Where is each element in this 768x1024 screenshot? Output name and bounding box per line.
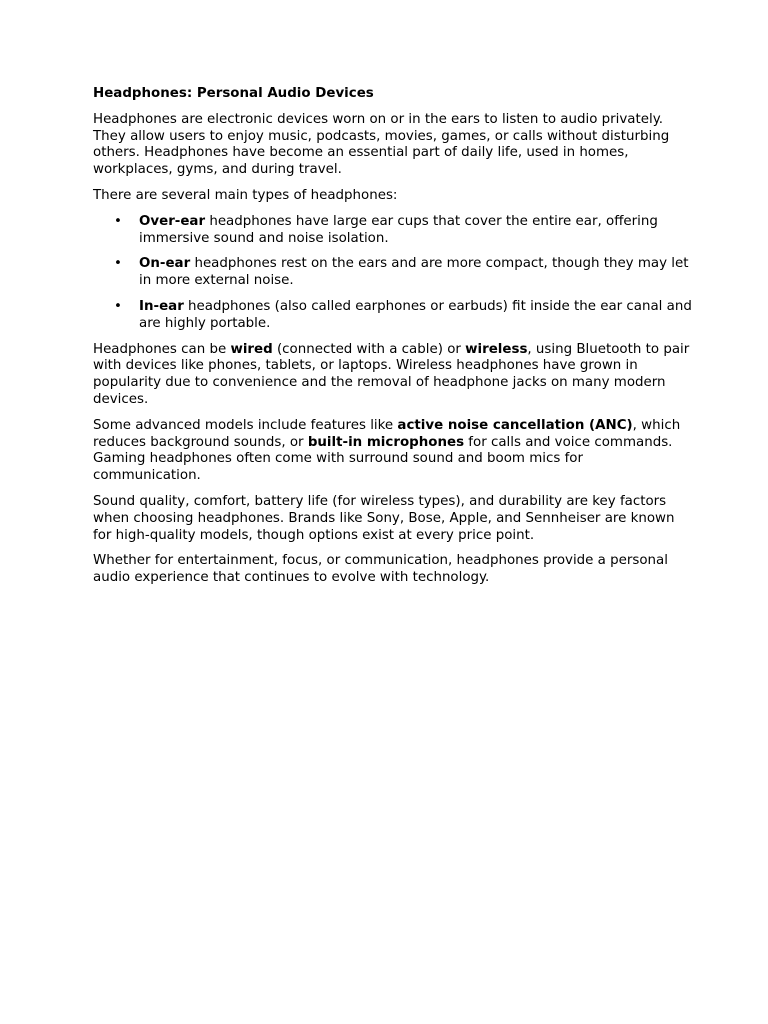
paragraph-text: Some advanced models include features like bbox=[93, 417, 398, 433]
list-item-over-ear bbox=[114, 213, 693, 248]
bullet-icon: • bbox=[114, 256, 122, 272]
list-item-term: In-ear bbox=[139, 298, 184, 314]
intro-paragraph: Headphones are electronic devices worn on or in the ears to listen to audio privately. They allow users to enjoy music, podcasts, movies, games, or calls without disturbing others. Headphones have become an essential part of daily life, used in homes, workplaces, gyms, and during travel. bbox=[93, 111, 670, 178]
bullet-icon: • bbox=[114, 298, 122, 314]
paragraph-bold-term: built-in microphones bbox=[307, 434, 465, 450]
list-item-text: headphones (also called earphones or earbuds) fit inside the ear canal and are highly portable. bbox=[139, 298, 692, 331]
list-item-term: Over-ear bbox=[139, 213, 206, 229]
paragraph-bold-term: wireless bbox=[465, 341, 528, 357]
closing-paragraph: Whether for entertainment, focus, or communication, headphones provide a personal audio experience that continues to evolve with technology. bbox=[93, 553, 668, 586]
features-paragraph bbox=[93, 418, 693, 485]
bullet-icon: • bbox=[114, 213, 122, 229]
document-page bbox=[93, 86, 693, 596]
list-item-text: headphones rest on the ears and are more compact, though they may let in more external noise. bbox=[139, 256, 689, 289]
paragraph-text: for calls and voice commands. Gaming headphones often come with surround sound and boom mics for communication. bbox=[93, 434, 673, 484]
paragraph-text: (connected with a cable) or bbox=[272, 341, 466, 357]
list-item-on-ear bbox=[114, 256, 693, 290]
list-item-text: headphones have large ear cups that cover the entire ear, offering immersive sound and noise isolation. bbox=[139, 213, 658, 246]
types-lead-paragraph: There are several main types of headphones: bbox=[93, 187, 398, 203]
list-item-term: On-ear bbox=[139, 256, 191, 272]
document-title: Headphones: Personal Audio Devices bbox=[93, 86, 374, 101]
paragraph-text: , which reduces background sounds, or bbox=[93, 417, 681, 450]
factors-paragraph: Sound quality, comfort, battery life (for wireless types), and durability are key factors when choosing headphones. Brands like Sony, Bose, Apple, and Sennheiser are known for high-quality models, though options exist at every price point. bbox=[93, 493, 675, 543]
headphone-types-list bbox=[93, 214, 693, 333]
paragraph-bold-term: wired bbox=[230, 341, 273, 357]
paragraph-text: Headphones can be bbox=[93, 341, 231, 357]
paragraph-text: , using Bluetooth to pair with devices like phones, tablets, or laptops. Wireless headphones have grown in popularity due to convenience and the removal of headphone jacks on many modern devices. bbox=[93, 341, 690, 407]
list-item-in-ear bbox=[114, 298, 693, 333]
paragraph-bold-term: active noise cancellation (ANC) bbox=[397, 417, 633, 433]
connectivity-paragraph bbox=[93, 342, 693, 409]
